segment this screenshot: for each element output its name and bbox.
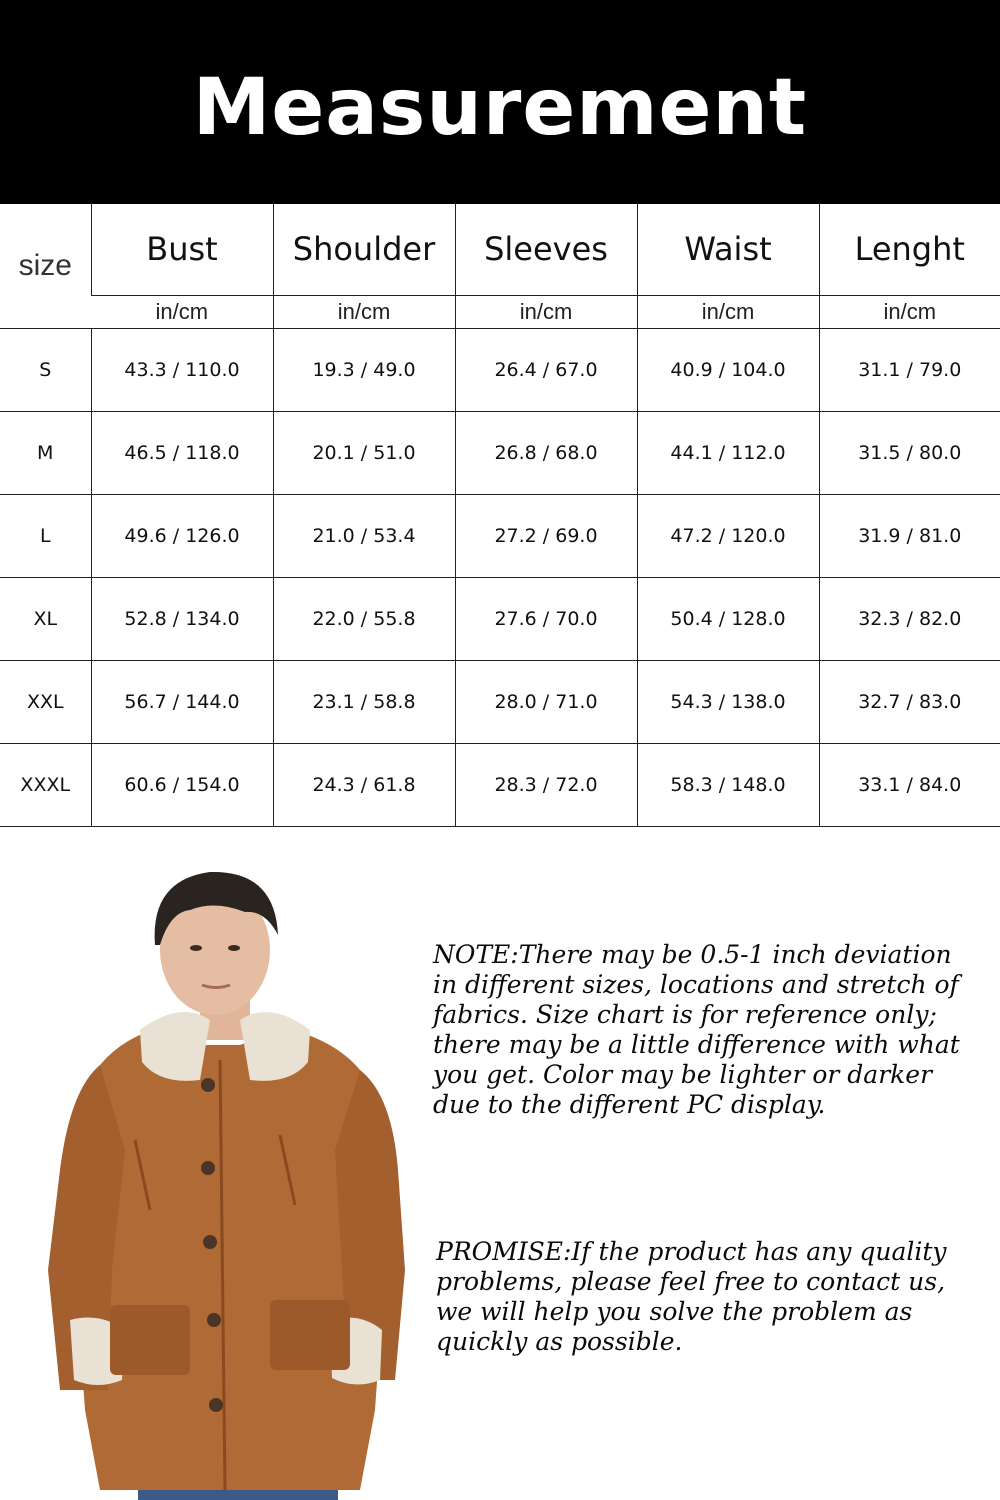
table-cell: 32.3 / 82.0 <box>819 578 1000 661</box>
table-cell: 56.7 / 144.0 <box>91 661 273 744</box>
header-banner <box>0 0 1000 204</box>
unit-label: in/cm <box>637 295 819 328</box>
table-cell: 40.9 / 104.0 <box>637 329 819 412</box>
unit-label: in/cm <box>91 295 273 328</box>
table-row <box>0 495 1000 578</box>
column-header-length: Lenght <box>819 204 1000 295</box>
model-photo <box>30 850 420 1500</box>
column-header-shoulder: Shoulder <box>273 204 455 295</box>
table-cell: 23.1 / 58.8 <box>273 661 455 744</box>
table-row <box>0 744 1000 827</box>
table-cell: 22.0 / 55.8 <box>273 578 455 661</box>
promise-text: PROMISE:If the product has any quality problems, please feel free to contact us, we will help you solve the problem as quickly as possible. <box>436 1237 947 1356</box>
table-row <box>0 661 1000 744</box>
table-cell: 58.3 / 148.0 <box>637 744 819 827</box>
coat-button <box>201 1078 215 1092</box>
table-cell: 28.0 / 71.0 <box>455 661 637 744</box>
table-header-row <box>0 204 1000 295</box>
table-row <box>0 329 1000 412</box>
coat-button <box>203 1235 217 1249</box>
table-cell: 60.6 / 154.0 <box>91 744 273 827</box>
table-cell: 47.2 / 120.0 <box>637 495 819 578</box>
table-cell: 26.8 / 68.0 <box>455 412 637 495</box>
table-cell: 52.8 / 134.0 <box>91 578 273 661</box>
size-label: L <box>0 495 91 578</box>
unit-label: in/cm <box>455 295 637 328</box>
size-label: M <box>0 412 91 495</box>
coat-body <box>78 1025 382 1490</box>
table-cell: 31.1 / 79.0 <box>819 329 1000 412</box>
table-cell: 33.1 / 84.0 <box>819 744 1000 827</box>
table-cell: 27.2 / 69.0 <box>455 495 637 578</box>
table-cell: 44.1 / 112.0 <box>637 412 819 495</box>
table-cell: 46.5 / 118.0 <box>91 412 273 495</box>
table-cell: 54.3 / 138.0 <box>637 661 819 744</box>
table-cell: 19.3 / 49.0 <box>273 329 455 412</box>
size-label: XXL <box>0 661 91 744</box>
pocket-right <box>270 1300 350 1370</box>
table-cell: 49.6 / 126.0 <box>91 495 273 578</box>
note-text: NOTE:There may be 0.5-1 inch deviation in different sizes, locations and stretch of fabrics. Size chart is for reference only; there may be a little difference with what you get. Color may be lighter or darker due to the different PC display. <box>433 940 960 1119</box>
table-cell: 31.5 / 80.0 <box>819 412 1000 495</box>
pocket-left <box>110 1305 190 1375</box>
table-cell: 20.1 / 51.0 <box>273 412 455 495</box>
column-header-sleeves: Sleeves <box>455 204 637 295</box>
table-cell: 24.3 / 61.8 <box>273 744 455 827</box>
size-column-header: size <box>0 204 91 329</box>
table-row <box>0 412 1000 495</box>
table-cell: 43.3 / 110.0 <box>91 329 273 412</box>
coat-button <box>207 1313 221 1327</box>
column-header-bust: Bust <box>91 204 273 295</box>
table-cell: 31.9 / 81.0 <box>819 495 1000 578</box>
table-cell: 21.0 / 53.4 <box>273 495 455 578</box>
table-cell: 28.3 / 72.0 <box>455 744 637 827</box>
coat-button <box>201 1161 215 1175</box>
table-cell: 26.4 / 67.0 <box>455 329 637 412</box>
page-title: Measurement <box>192 63 808 153</box>
size-label: XL <box>0 578 91 661</box>
table-row <box>0 578 1000 661</box>
size-label: S <box>0 329 91 412</box>
size-chart-table <box>0 204 1000 827</box>
column-header-waist: Waist <box>637 204 819 295</box>
table-unit-row <box>0 295 1000 328</box>
table-cell: 50.4 / 128.0 <box>637 578 819 661</box>
coat-button <box>209 1398 223 1412</box>
unit-label: in/cm <box>273 295 455 328</box>
table-cell: 32.7 / 83.0 <box>819 661 1000 744</box>
size-label: XXXL <box>0 744 91 827</box>
unit-label: in/cm <box>819 295 1000 328</box>
table-cell: 27.6 / 70.0 <box>455 578 637 661</box>
